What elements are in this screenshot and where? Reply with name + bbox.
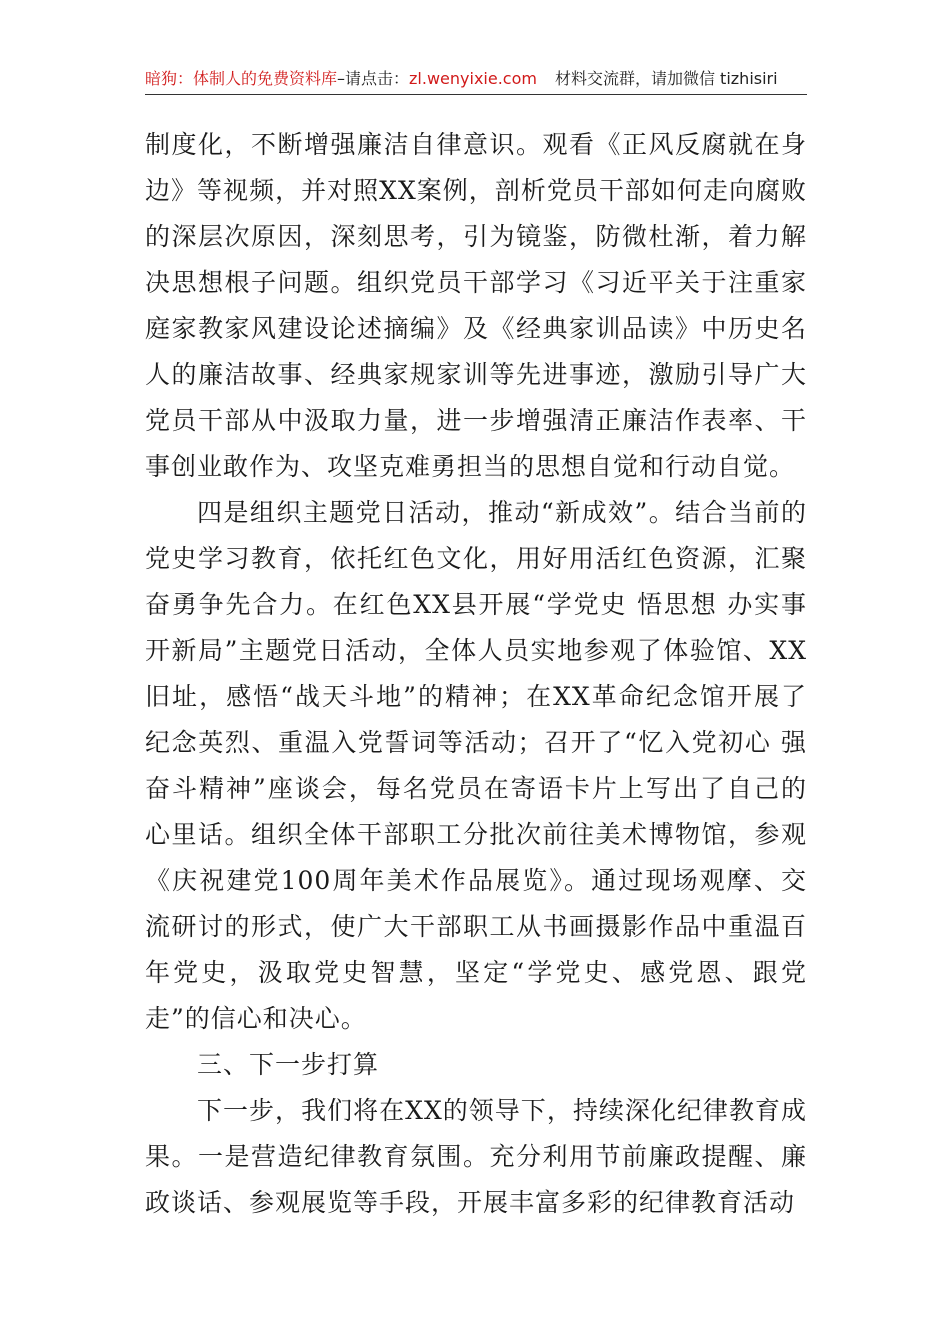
header-prompt: –请点击： [337,69,410,88]
header-divider [145,94,807,95]
paragraph-theme-party-day: 四是组织主题党日活动，推动“新成效”。结合当前的党史学习教育，依托红色文化，用好用活红色资源，汇聚奋勇争先合力。在红色XX县开展“学党史 悟思想 办实事 开新局”主题党日活动，全体人员实地参观了体验馆、XX旧址，感悟“战天斗地”的精神；在XX革命纪念馆开展了纪念英烈、重温入党誓词等活动；召开了“忆入党初心 强奋斗精神”座谈会，每名党员在寄语卡片上写出了自己的心里话。组织全体干部职工分批次前往美术博物馆，参观《庆祝建党100周年美术作品展览》。通过现场观摩、交流研讨的形式，使广大干部职工从书画摄影作品中重温百年党史，汲取党史智慧，坚定“学党史、感党恩、跟党走”的信心和决心。 [145,498,807,1033]
paragraph-next-steps: 下一步，我们将在XX的领导下，持续深化纪律教育成果。一是营造纪律教育氛围。充分利用节前廉政提醒、廉政谈话、参观展览等手段，开展丰富多彩的纪律教育活动 [145,1096,807,1217]
paragraph-continued: 制度化，不断增强廉洁自律意识。观看《正风反腐就在身边》等视频，并对照XX案例，剖析党员干部如何走向腐败的深层次原因，深刻思考，引为镜鉴，防微杜渐，着力解决思想根子问题。组织党员干部学习《习近平关于注重家庭家教家风建设论述摘编》及《经典家训品读》中历史名人的廉洁故事、经典家规家训等先进事迹，激励引导广大党员干部从中汲取力量，进一步增强清正廉洁作表率、干事创业敢作为、攻坚克难勇担当的思想自觉和行动自觉。 [145,130,807,481]
section-heading-next-steps: 三、下一步打算 [197,1050,380,1079]
page-header [145,66,805,92]
document-body [145,122,807,1226]
header-wechat-note: 材料交流群，请加微信 tizhisiri [554,69,778,88]
header-url-link[interactable]: zl.wenyixie.com [409,69,537,88]
header-brand: 暗狗：体制人的免费资料库 [145,69,338,88]
